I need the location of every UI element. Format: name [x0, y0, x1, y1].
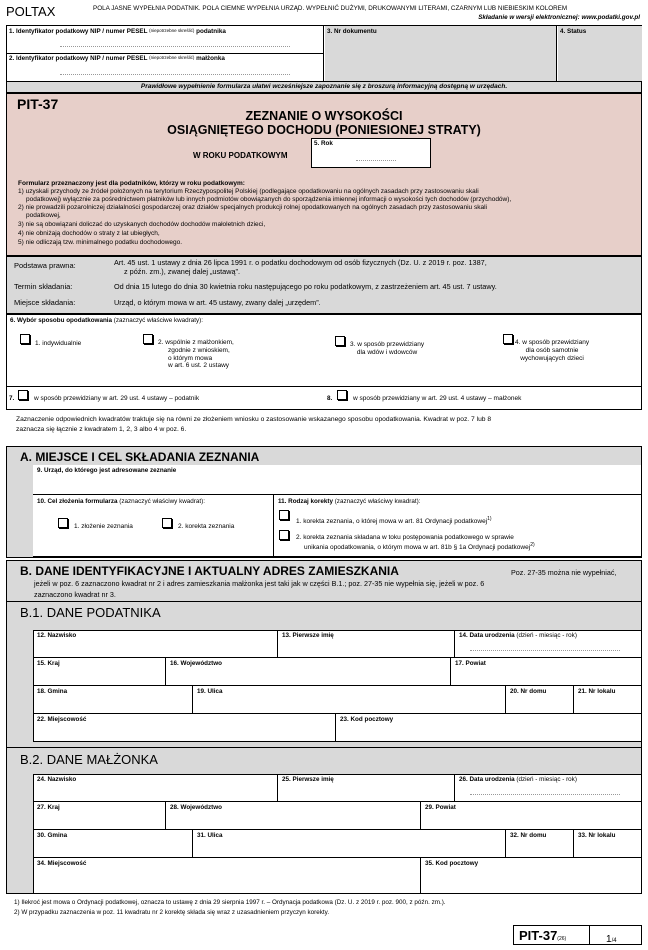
b1-flat-number-label: 21. Nr lokalu: [578, 688, 616, 695]
taxation-note-2: zaznacza się łącznie z kwadratem 1, 2, 3 albo 4 w poz. 6.: [16, 426, 187, 433]
taxation-opt8-checkbox[interactable]: [337, 390, 347, 400]
b2-street-field[interactable]: [193, 830, 506, 858]
place-label: Miejsce składania:: [14, 298, 76, 307]
taxation-opt2-checkbox[interactable]: [143, 334, 153, 344]
b2-firstname-label: 25. Pierwsze imię: [282, 776, 334, 783]
purpose-line-6: 4) nie obniżają dochodów o straty z lat ubiegłych,: [18, 230, 160, 237]
taxation-opt8-label: w sposób przewidziany w art. 29 ust. 4 ustawy – małżonek: [353, 395, 522, 402]
section-b-note-3: zaznaczono kwadrat nr 3.: [34, 590, 116, 599]
deadline-text: Od dnia 15 lutego do dnia 30 kwietnia roku następującego po roku podatkowym, z zastrzeżeniem art. 45 ust. 7 ustawy.: [114, 282, 497, 291]
b2-birthdate-label: 26. Data urodzenia (dzień - miesiąc - rok): [459, 776, 577, 783]
tax-year-field-label: 5. Rok: [314, 140, 333, 147]
intro-note: Prawidłowe wypełnienie formularza ułatwi wcześniejsze zapoznanie się z broszurą informacyjną dostępną w urzędach.: [140, 83, 508, 90]
legal-basis-line1: Art. 45 ust. 1 ustawy z dnia 26 lipca 1991 r. o podatku dochodowym od osób fizycznych (Dz. U. z 2019 r. poz. 1387,: [114, 258, 487, 267]
section-b1-title: B.1. DANE PODATNIKA: [20, 605, 161, 620]
b2-house-number-label: 32. Nr domu: [510, 832, 547, 839]
nip-spouse-input[interactable]: [60, 72, 290, 75]
taxation-opt3-label: 3. w sposób przewidziany dla wdów i wdowców: [350, 341, 425, 356]
field7-number: 7.: [9, 395, 15, 402]
section-b-note-2: jeżeli w poz. 6 zaznaczono kwadrat nr 2 i adres zamieszkania małżonka jest taki jak w części B.1.; poz. 27-35 nie wypełnia się, jeżeli w poz. 6: [34, 579, 485, 588]
correction-type-opt2-checkbox[interactable]: [279, 530, 289, 540]
correction-type-opt2-label: 2. korekta zeznania składana w toku postępowania podatkowego w sprawie unikania opodatkowania, o którym mowa w art. 81b § 1a Ordynacji podatkowej$^{2)}$: [296, 534, 535, 551]
b1-postcode-label: 23. Kod pocztowy: [340, 716, 394, 723]
poltax-logo: POLTAX: [6, 4, 56, 19]
purpose-line-3: 2) nie prowadzili pozarolniczej działalności gospodarczej oraz działów specjalnych produkcji rolnej opodatkowanych na ogólnych zasadach przy zastosowaniu skali: [18, 204, 487, 211]
nip-spouse-label: 2. Identyfikator podatkowy NIP / numer PESEL $^{(niepotrzebne skreślić)}$ małżonka: [9, 55, 225, 62]
purpose-heading: Formularz przeznaczony jest dla podatników, którzy w roku podatkowym:: [18, 180, 245, 187]
filing-purpose-opt2-label: 2. korekta zeznania: [178, 523, 235, 530]
field8-number: 8.: [327, 395, 333, 402]
purpose-line-7: 5) nie odliczają tzw. minimalnego podatku dochodowego.: [18, 239, 183, 246]
section-b-title: B. DANE IDENTYFIKACYJNE I AKTUALNY ADRES ZAMIESZKANIA: [20, 564, 399, 578]
b2-street-label: 31. Ulica: [197, 832, 223, 839]
b1-birthdate-ticks: [470, 648, 620, 651]
b1-city-label: 22. Miejscowość: [37, 716, 87, 723]
taxation-opt2-label: 2. wspólnie z małżonkiem, zgodnie z wnioskiem, o którym mowa w art. 6 ust. 2 ustawy: [158, 339, 234, 370]
taxation-opt4-checkbox[interactable]: [503, 334, 513, 344]
taxation-opt3-checkbox[interactable]: [335, 336, 345, 346]
form-title-line2: OSIĄGNIĘTEGO DOCHODU (PONIESIONEJ STRATY): [167, 123, 481, 137]
office-label: 9. Urząd, do którego jest adresowane zeznanie: [37, 467, 177, 474]
form-code: PIT-37: [17, 96, 59, 112]
correction-type-label: 11. Rodzaj korekty (zaznaczyć właściwy kwadrat):: [278, 498, 421, 505]
b2-postcode-label: 35. Kod pocztowy: [425, 860, 479, 867]
b1-firstname-label: 13. Pierwsze imię: [282, 632, 334, 639]
footer-page: 1/4: [606, 934, 617, 945]
purpose-line-4: podatkowej,: [26, 212, 61, 219]
filing-purpose-opt1-label: 1. złożenie zeznania: [74, 523, 133, 530]
b2-voivodeship-label: 28. Województwo: [170, 804, 223, 811]
b1-municipality-label: 18. Gmina: [37, 688, 68, 695]
correction-type-opt1-checkbox[interactable]: [279, 510, 289, 520]
filing-purpose-label: 10. Cel złożenia formularza (zaznaczyć właściwy kwadrat):: [37, 498, 205, 505]
b1-street-field[interactable]: [193, 686, 506, 714]
section-b2-title: B.2. DANE MAŁŻONKA: [20, 752, 158, 767]
taxation-note-1: Zaznaczenie odpowiednich kwadratów traktuje się na równi ze złożeniem wniosku o zastosowanie wskazanego sposobu opodatkowania. Kwadrat w poz. 7 lub 8: [16, 416, 492, 423]
b2-flat-number-label: 33. Nr lokalu: [578, 832, 616, 839]
legal-basis-line2: z późn. zm.), zwanej dalej „ustawą”.: [124, 267, 240, 276]
fill-instruction: POLA JASNE WYPEŁNIA PODATNIK. POLA CIEMNE WYPEŁNIA URZĄD. WYPEŁNIĆ DUŻYMI, DRUKOWANYMI LITERAMI, CZARNYM LUB NIEBIESKIM KOLOREM: [93, 5, 568, 12]
b1-surname-label: 12. Nazwisko: [37, 632, 77, 639]
status-label: 4. Status: [560, 28, 587, 35]
filing-purpose-opt1-checkbox[interactable]: [58, 518, 68, 528]
b1-birthdate-label: 14. Data urodzenia (dzień - miesiąc - rok): [459, 632, 577, 639]
taxation-opt1-label: 1. indywidualnie: [35, 340, 82, 347]
taxation-opt7-label: w sposób przewidziany w art. 29 ust. 4 ustawy – podatnik: [34, 395, 200, 402]
taxation-opt4-label: 4. w sposób przewidziany dla osób samotnie wychowujących dzieci: [515, 339, 590, 362]
taxation-opt1-checkbox[interactable]: [20, 334, 30, 344]
deadline-label: Termin składania:: [14, 282, 73, 291]
doc-number-label: 3. Nr dokumentu: [327, 28, 377, 35]
footnote-1: 1) Ilekroć jest mowa o Ordynacji podatkowej, oznacza to ustawę z dnia 29 sierpnia 1997 r. – Ordynacja podatkowa (Dz. U. z 2019 r. poz. 900, z późn. zm.).: [14, 899, 446, 906]
purpose-line-5: 3) nie są obowiązani doliczać do uzyskanych dochodów dochodów małoletnich dzieci,: [18, 221, 266, 228]
taxation-heading: 6. Wybór sposobu opodatkowania (zaznaczyć właściwe kwadraty):: [10, 317, 204, 324]
place-text: Urząd, o którym mowa w art. 45 ustawy, zwany dalej „urzędem”.: [114, 298, 321, 307]
b1-street-label: 19. Ulica: [197, 688, 223, 695]
correction-type-opt1-label: 1. korekta zeznania, o której mowa w art. 81 Ordynacji podatkowej$^{1)}$: [296, 516, 492, 526]
b1-house-number-label: 20. Nr domu: [510, 688, 547, 695]
form-title-line1: ZEZNANIE O WYSOKOŚCI: [245, 109, 403, 123]
electronic-filing-note: Składanie w wersji elektronicznej: www.podatki.gov.pl: [478, 14, 640, 21]
section-a-title: A. MIEJSCE I CEL SKŁADANIA ZEZNANIA: [20, 450, 260, 464]
b1-country-label: 15. Kraj: [37, 660, 60, 667]
footer-form-code: PIT-37(26): [519, 928, 567, 943]
b2-birthdate-ticks: [470, 792, 620, 795]
b2-county-label: 29. Powiat: [425, 804, 456, 811]
nip-taxpayer-input[interactable]: [60, 44, 290, 47]
b1-voivodeship-label: 16. Województwo: [170, 660, 223, 667]
tax-year-label: W ROKU PODATKOWYM: [193, 151, 288, 160]
tax-year-ticks: [356, 158, 396, 161]
b1-county-label: 17. Powiat: [455, 660, 486, 667]
b2-city-label: 34. Miejscowość: [37, 860, 87, 867]
footnote-2: 2) W przypadku zaznaczenia w poz. 11 kwadratu nr 2 korektę składa się wraz z uzasadnieniem przyczyn korekty.: [14, 909, 330, 916]
section-b-note-1: Poz. 27-35 można nie wypełniać,: [511, 568, 617, 577]
taxation-opt7-checkbox[interactable]: [18, 390, 28, 400]
nip-taxpayer-label: 1. Identyfikator podatkowy NIP / numer PESEL $^{(niepotrzebne skreślić)}$ podatnika: [9, 28, 226, 35]
purpose-line-1: 1) uzyskali przychody ze źródeł położonych na terytorium Rzeczypospolitej Polskiej (podlegające opodatkowaniu na ogólnych zasadach przy zastosowaniu skali: [18, 188, 479, 195]
legal-basis-label: Podstawa prawna:: [14, 261, 76, 270]
b2-municipality-label: 30. Gmina: [37, 832, 68, 839]
b2-city-field[interactable]: [33, 858, 421, 894]
purpose-line-2: podatkowej) wyłącznie za pośrednictwem płatników lub innych podmiotów obowiązanych do sporządzenia imiennej informacji o wysokości tych dochodów (przychodów),: [26, 196, 512, 203]
b2-surname-label: 24. Nazwisko: [37, 776, 77, 783]
b2-country-label: 27. Kraj: [37, 804, 60, 811]
filing-purpose-opt2-checkbox[interactable]: [162, 518, 172, 528]
